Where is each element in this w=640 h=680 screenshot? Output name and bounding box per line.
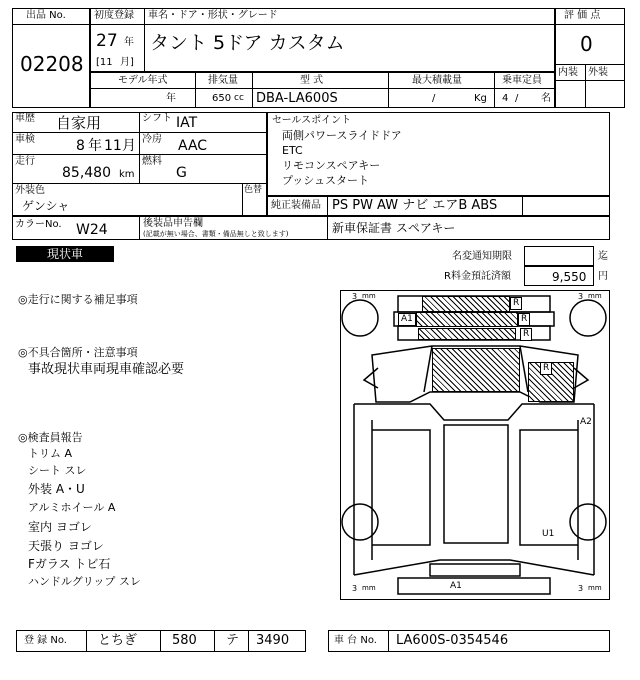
inspector-label: ◎検査員報告 (18, 431, 83, 444)
warranty-value: 新車保証書 スペアキー (332, 221, 456, 235)
model-year-label: モデル年式 (118, 75, 168, 86)
mileage-unit: km (119, 169, 135, 180)
sales-point-item: 両側パワースライドドア (282, 129, 402, 142)
model-year-unit: 年 (166, 93, 176, 104)
car-name-label: 車名・ドア・形状・グレード (148, 10, 278, 21)
chassis-number: LA600S-0354546 (396, 633, 509, 648)
recycle-unit: 円 (598, 271, 608, 282)
mileage-value: 85,480 (62, 165, 111, 181)
damage-mark: R (540, 362, 552, 375)
reg-region: とちぎ (98, 633, 138, 648)
capacity-sep: / (515, 93, 519, 104)
tire-label-br: 3 (578, 584, 584, 593)
tire-unit-bl: mm (362, 584, 376, 592)
reg-label: 登 録 No. (24, 635, 67, 646)
color-change-label: 色替 (244, 185, 263, 195)
reg-number: 3490 (256, 633, 290, 648)
displacement-value: 650 (212, 93, 232, 104)
equipment-label: 純正装備品 (271, 200, 321, 211)
max-load-label: 最大積載量 (412, 75, 462, 86)
exterior-label: 外装 (588, 67, 608, 78)
damage-mark: R (510, 297, 522, 310)
damage-mark: A1 (398, 313, 416, 326)
max-load-unit: Kg (474, 93, 487, 104)
aftermarket-label: 後装品申告欄 (143, 218, 203, 229)
color-label: 外装色 (15, 185, 45, 196)
history-value: 自家用 (56, 114, 102, 132)
type-label: 型 式 (300, 75, 324, 86)
equipment-value: PS PW AW ナビ エアB ABS (332, 198, 498, 213)
car-name: タント 5ドア カスタム (150, 32, 345, 54)
name-change-unit: 迄 (598, 251, 608, 262)
tire-label-bl: 3 (352, 584, 358, 593)
damage-front-bumper (422, 296, 510, 312)
inspector-item: ハンドルグリップ スレ (28, 575, 141, 588)
inspector-item: 室内 ヨゴレ (28, 520, 92, 534)
sales-point-item: プッシュスタート (282, 174, 370, 187)
tire-label-tl: 3 (352, 292, 358, 301)
sales-point-item: ETC (282, 144, 303, 157)
inspection-month-unit: 月 (122, 138, 136, 154)
lot-number: 02208 (20, 52, 84, 76)
inspector-item: 外装 A・U (28, 482, 85, 496)
history-label: 車歴 (15, 113, 35, 124)
recycle-value: 9,550 (552, 270, 587, 284)
capacity-label: 乗車定員 (502, 75, 542, 86)
inspection-year: 8 (76, 138, 85, 154)
first-reg-month-unit: 月] (120, 57, 134, 68)
inspector-item: シート スレ (28, 464, 87, 477)
tire-label-tr: 3 (578, 292, 584, 301)
damage-front-lower (418, 328, 516, 340)
chassis-label: 車 台 No. (334, 635, 377, 646)
damage-mark: A2 (580, 417, 592, 427)
reg-class: 580 (172, 633, 197, 648)
capacity-unit: 名 (541, 93, 551, 104)
capacity-value: 4 (502, 93, 509, 104)
inspector-item: Fガラス トビ石 (28, 557, 111, 571)
name-change-label: 名変通知期限 (452, 251, 512, 262)
color-no-label: カラーNo. (15, 219, 62, 230)
score-value: 0 (580, 32, 593, 56)
shift-value: IAT (176, 115, 198, 131)
damage-mark: A1 (450, 581, 462, 591)
mileage-label: 走行 (15, 156, 35, 167)
inspector-item: トリム A (28, 447, 73, 460)
defects-label: ◎不具合箇所・注意事項 (18, 346, 138, 359)
defects-text: 事故現状車両現車確認必要 (28, 362, 185, 377)
tire-unit-tl: mm (362, 292, 376, 300)
tire-unit-tr: mm (588, 292, 602, 300)
color-no-value: W24 (76, 222, 108, 238)
aftermarket-note: (記載が無い場合、書類・備品無しと致します) (143, 230, 289, 238)
inspection-year-unit: 年 (88, 138, 102, 154)
damage-mark: R (518, 313, 530, 326)
color-value: ゲンシャ (22, 199, 70, 213)
inspection-label: 車検 (15, 134, 35, 145)
sales-points-label: セールスポイント (272, 115, 352, 126)
first-reg-month: [11 (96, 57, 113, 68)
damage-front-grille (416, 312, 518, 327)
displacement-label: 排気量 (208, 75, 238, 86)
sales-point-item: リモコンスペアキー (282, 159, 381, 172)
first-reg-year: 27 (96, 31, 118, 51)
ac-label: 冷房 (142, 134, 162, 145)
max-load-value: / (432, 93, 436, 104)
reg-kana: テ (226, 633, 240, 648)
ac-value: AAC (178, 138, 208, 154)
lot-label: 出品 No. (26, 10, 66, 21)
inspector-item: アルミホイール A (28, 501, 116, 514)
tire-unit-br: mm (588, 584, 602, 592)
inspector-item: 天張り ヨゴレ (28, 539, 104, 553)
fuel-value: G (176, 165, 187, 181)
damage-hood (432, 348, 520, 392)
damage-mark: R (520, 328, 532, 341)
fuel-label: 燃料 (142, 156, 162, 167)
inspection-month: 11 (104, 138, 122, 154)
status-tag: 現状車 (16, 246, 114, 262)
score-label: 評 価 点 (564, 10, 601, 21)
shift-label: シフト (142, 113, 172, 124)
type-value: DBA-LA600S (256, 91, 338, 106)
interior-label: 内装 (558, 67, 578, 78)
recycle-label: R料金預託済額 (444, 271, 511, 282)
damage-mark: U1 (542, 529, 555, 539)
first-reg-year-unit: 年 (124, 37, 134, 48)
first-reg-label: 初度登録 (94, 10, 134, 21)
driving-notes-label: ◎走行に関する補足事項 (18, 293, 138, 306)
displacement-unit: cc (234, 93, 244, 103)
